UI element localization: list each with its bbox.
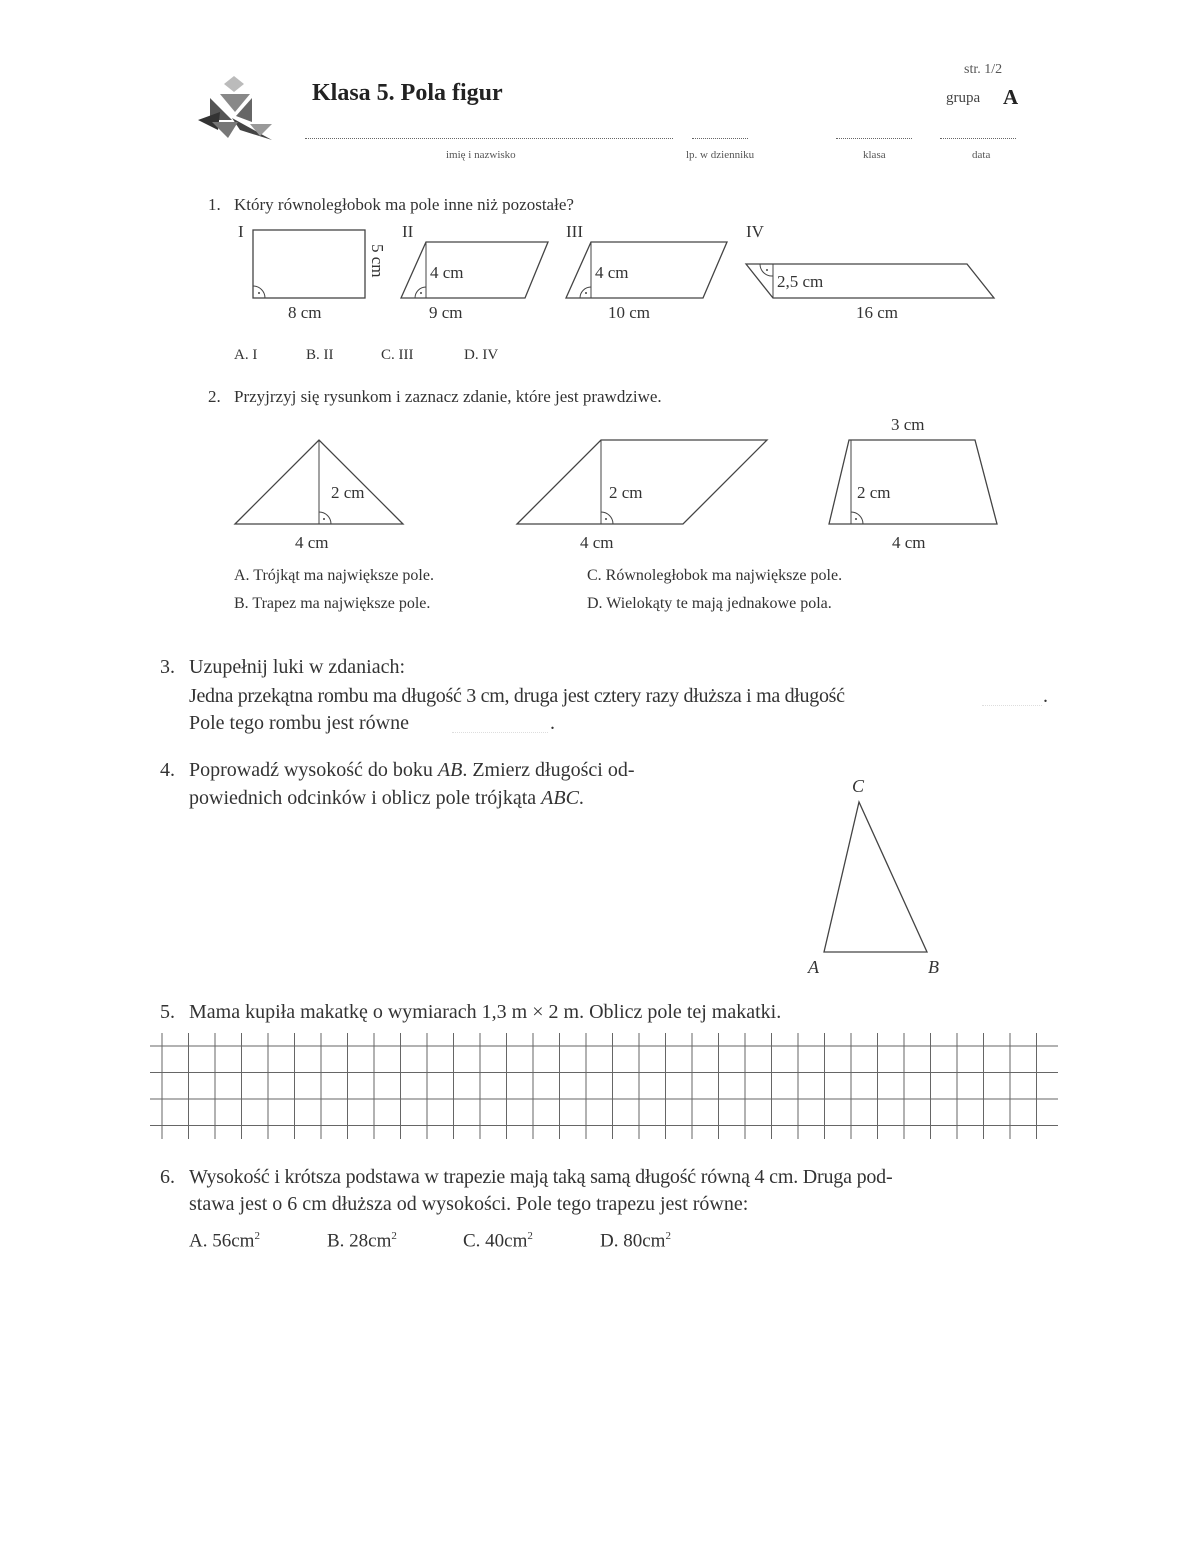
q6-answer-a[interactable]: A. $56cm^2$ [189,1230,260,1252]
q4-triangle-figure [800,770,960,980]
q6-answer-d[interactable]: D. $80cm^2$ [600,1230,671,1252]
q3-line2-end: . [1043,685,1048,707]
q3-blank-area[interactable] [452,732,548,733]
q6-answer-b[interactable]: B. $28cm^2$ [327,1230,397,1252]
q4-line1: Poprowadź wysokość do boku AB. Zmierz długości od- [189,759,635,781]
q1-text: Który równoległobok ma pole inne niż pozostałe? [234,195,574,214]
vertex-c: C [852,776,865,796]
q3-line3-end: . [550,712,555,734]
q1-figures [230,220,1010,330]
q2-fig2-height: 2 cm [609,483,643,502]
q2-fig1-base: 4 cm [295,533,329,552]
q4-triangle [824,802,927,952]
date-field[interactable] [940,138,1016,139]
q3-line2: Jedna przekątna rombu ma długość 3 cm, druga jest cztery razy dłuższa i ma długość [189,685,845,707]
q6-number: 6. [160,1166,175,1188]
q2-parallelogram [517,440,767,524]
q2-fig3-top: 3 cm [891,415,925,434]
page-number: str. 1/2 [964,62,1003,77]
q1-fig2-shape [401,242,548,298]
q1-fig1-base: 8 cm [288,303,322,322]
q1-fig1-shape [253,230,365,298]
q6-answer-c[interactable]: C. $40cm^2$ [463,1230,533,1252]
number-field[interactable] [692,138,748,139]
q5-answer-grid[interactable] [150,1033,1058,1139]
q1-fig2-base: 9 cm [429,303,463,322]
q6-line1: Wysokość i krótsza podstawa w trapezie mają taką samą długość równą 4 cm. Druga pod- [189,1166,893,1188]
q3-line3: Pole tego rombu jest równe [189,712,409,734]
q3-blank-length[interactable] [982,705,1042,706]
q4-line2: powiednich odcinków i oblicz pole trójkąta ABC. [189,787,584,809]
q4-number: 4. [160,759,175,781]
vertex-a: A [808,957,819,977]
q1-fig2-height: 4 cm [430,263,464,282]
vertex-b: B [928,957,939,977]
q1-fig4-height: 2,5 cm [777,272,824,291]
group-value: A [1003,85,1019,109]
q1-answer-b[interactable]: B. II [306,347,334,363]
q2-answer-d[interactable]: D. Wielokąty te mają jednakowe pola. [587,595,832,612]
number-field-label: lp. w dzienniku [686,149,755,161]
group-label: grupa [946,90,981,106]
q1-fig2-roman: II [402,222,414,241]
q1-answer-c[interactable]: C. III [381,347,414,363]
q1-fig1-roman: I [238,222,244,241]
q2-answer-b[interactable]: B. Trapez ma największe pole. [234,595,431,612]
q3-number: 3. [160,656,175,678]
q1-fig3-shape [566,242,727,298]
q5-number: 5. [160,1001,175,1023]
class-field-label: klasa [863,149,886,161]
q2-number: 2. [208,387,221,406]
class-field[interactable] [836,138,912,139]
q2-figures [225,410,1015,560]
q2-answer-a[interactable]: A. Trójkąt ma największe pole. [234,567,434,584]
q1-fig4-roman: IV [746,222,764,241]
q1-number: 1. [208,195,221,214]
q1-answer-d[interactable]: D. IV [464,347,499,363]
q2-fig3-base: 4 cm [892,533,926,552]
tangram-logo [190,72,280,146]
name-field-label: imię i nazwisko [446,149,516,161]
q2-text: Przyjrzyj się rysunkom i zaznacz zdanie, które jest prawdziwe. [234,387,662,406]
q1-fig3-roman: III [566,222,583,241]
q3-line1: Uzupełnij luki w zdaniach: [189,656,406,678]
q1-answer-a[interactable]: A. I [234,347,258,363]
q2-fig2-base: 4 cm [580,533,614,552]
q2-fig3-height: 2 cm [857,483,891,502]
q1-fig3-height: 4 cm [595,263,629,282]
date-field-label: data [972,149,991,161]
q6-line2: stawa jest o 6 cm dłuższa od wysokości. Pole tego trapezu jest równe: [189,1193,749,1215]
page-title: Klasa 5. Pola figur [312,80,503,106]
q1-fig4-base: 16 cm [856,303,899,322]
q1-fig3-base: 10 cm [608,303,651,322]
name-field[interactable] [305,138,673,139]
q2-answer-c[interactable]: C. Równoległobok ma największe pole. [587,567,843,584]
q2-trapezoid [829,440,997,524]
q2-fig1-height: 2 cm [331,483,365,502]
q5-text: Mama kupiła makatkę o wymiarach 1,3 m × 2 m. Oblicz pole tej makatki. [189,1001,782,1023]
q1-fig1-height: 5 cm [368,244,387,278]
